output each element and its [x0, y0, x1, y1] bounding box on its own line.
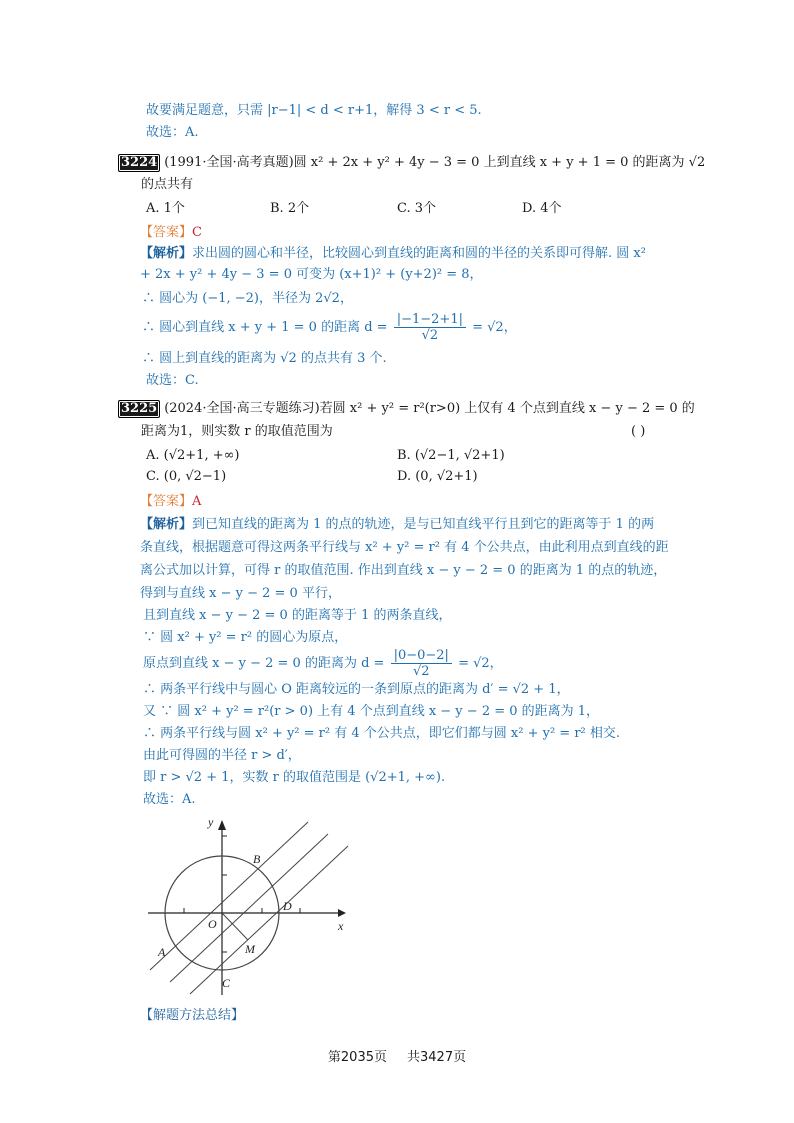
analysis-line: 又 ∵ 圆 x² + y² = r²(r > 0) 上有 4 个点到直线 x − y − 2 = 0 的距离为 1，	[143, 704, 600, 719]
fraction-numerator: |0−0−2|	[391, 648, 452, 664]
fraction-denominator: √2	[412, 664, 430, 679]
analysis-tag: 【解析】	[140, 246, 193, 261]
point-m-label: M	[245, 942, 255, 956]
analysis-text: = √2，	[458, 656, 503, 671]
problem-number-badge: 3224	[118, 154, 160, 172]
analysis-tag: 【解析】	[140, 517, 193, 532]
point-c-label: C	[222, 976, 231, 990]
page-footer	[0, 1046, 794, 1065]
analysis-line: ∴ 两条平行线中与圆心 O 距离较远的一条到原点的距离为 d′ = √2 + 1，	[143, 682, 570, 697]
prev-conclusion: 故选：A.	[146, 125, 199, 140]
problem-number-badge: 3225	[118, 400, 160, 418]
analysis-line: 且到直线 x − y − 2 = 0 的距离等于 1 的两条直线，	[143, 608, 452, 623]
circle-lines-diagram	[140, 810, 360, 1000]
analysis-line-fraction	[142, 312, 517, 344]
analysis-line: 条直线，根据题意可得这两条平行线与 x² + y² = r² 有 4 个公共点，由此利用点到直线的距	[140, 540, 669, 555]
analysis-line	[140, 245, 646, 263]
option-c: C. (0, √2−1)	[146, 469, 227, 484]
answer-line	[140, 493, 201, 511]
analysis-line: + 2x + y² + 4y − 3 = 0 可变为 (x+1)² + (y+2)² = 8，	[140, 267, 483, 282]
answer-value: A	[192, 494, 202, 509]
analysis-line: ∴ 圆心为 (−1, −2)，半径为 2√2，	[142, 291, 353, 306]
analysis-line	[140, 516, 654, 534]
y-axis-label: y	[208, 815, 214, 829]
analysis-line: 即 r > √2 + 1，实数 r 的取值范围是 (√2+1, +∞).	[143, 770, 446, 785]
distance-fraction	[391, 648, 452, 679]
answer-blank: ( )	[631, 424, 646, 439]
option-d: D. (0, √2+1)	[397, 469, 478, 484]
fraction-denominator: √2	[421, 328, 439, 343]
answer-value: C	[192, 225, 202, 240]
conclusion: 故选：A.	[143, 792, 196, 807]
analysis-text: = √2，	[472, 320, 517, 335]
conclusion: 故选：C.	[146, 373, 199, 388]
problem-3225-stem-text: (2024·全国·高三专题练习)若圆 x² + y² = r²(r>0) 上仅有 4 个点到直线 x − y − 2 = 0 的	[164, 401, 695, 416]
option-c: C. 3个	[397, 201, 437, 216]
current-page: 第2035页	[327, 1050, 387, 1065]
analysis-text: ∴ 圆心到直线 x + y + 1 = 0 的距离 d =	[142, 320, 388, 335]
analysis-line: ∴ 圆上到直线的距离为 √2 的点共有 3 个.	[142, 351, 387, 366]
problem-3225-stem-cont: 距离为1，则实数 r 的取值范围为	[141, 424, 333, 439]
origin-label: O	[208, 917, 217, 931]
fraction-numerator: |−1−2+1|	[394, 312, 466, 328]
geometry-figure	[140, 810, 360, 1000]
analysis-line-fraction	[143, 648, 503, 680]
option-b: B. (√2−1, √2+1)	[397, 448, 505, 463]
analysis-line: ∴ 两条平行线与圆 x² + y² = r² 有 4 个公共点，即它们都与圆 x² + y² = r² 相交.	[143, 726, 621, 741]
answer-tag: 【答案】	[140, 494, 193, 509]
option-a: A. (√2+1, +∞)	[146, 448, 240, 463]
x-axis-label: x	[338, 919, 344, 933]
option-d: D. 4个	[522, 201, 562, 216]
total-pages: 共3427页	[407, 1050, 467, 1065]
problem-3224-stem-cont: 的点共有	[141, 177, 194, 192]
option-b: B. 2个	[270, 201, 310, 216]
problem-3224-stem-text: (1991·全国·高考真题)圆 x² + 2x + y² + 4y − 3 = 0 上到直线 x + y + 1 = 0 的距离为 √2	[164, 155, 706, 170]
point-a-label: A	[158, 945, 166, 959]
answer-line	[140, 224, 202, 242]
method-summary-heading: 【解题方法总结】	[140, 1008, 245, 1023]
prev-solution-line: 故要满足题意，只需 |r−1| < d < r+1，解得 3 < r < 5.	[146, 103, 482, 118]
problem-3224-stem	[118, 154, 705, 172]
analysis-text: 到已知直线的距离为 1 的点的轨迹，是与已知直线平行且到它的距离等于 1 的两	[192, 517, 655, 532]
point-b-label: B	[253, 852, 261, 866]
analysis-line: ∵ 圆 x² + y² = r² 的圆心为原点，	[143, 630, 348, 645]
answer-tag: 【答案】	[140, 225, 193, 240]
distance-fraction	[394, 312, 466, 343]
analysis-text: 求出圆的圆心和半径，比较圆心到直线的距离和圆的半径的关系即可得解. 圆 x²	[192, 246, 646, 261]
analysis-line: 得到与直线 x − y − 2 = 0 平行，	[140, 586, 341, 601]
point-d-label: D	[283, 899, 292, 913]
analysis-line: 离公式加以计算，可得 r 的取值范围. 作出到直线 x − y − 2 = 0 的距离为 1 的点的轨迹，	[140, 563, 667, 578]
analysis-line: 由此可得圆的半径 r > d′，	[143, 748, 301, 763]
problem-3225-stem	[118, 400, 695, 418]
analysis-text: 原点到直线 x − y − 2 = 0 的距离为 d =	[143, 656, 385, 671]
option-a: A. 1个	[146, 201, 185, 216]
